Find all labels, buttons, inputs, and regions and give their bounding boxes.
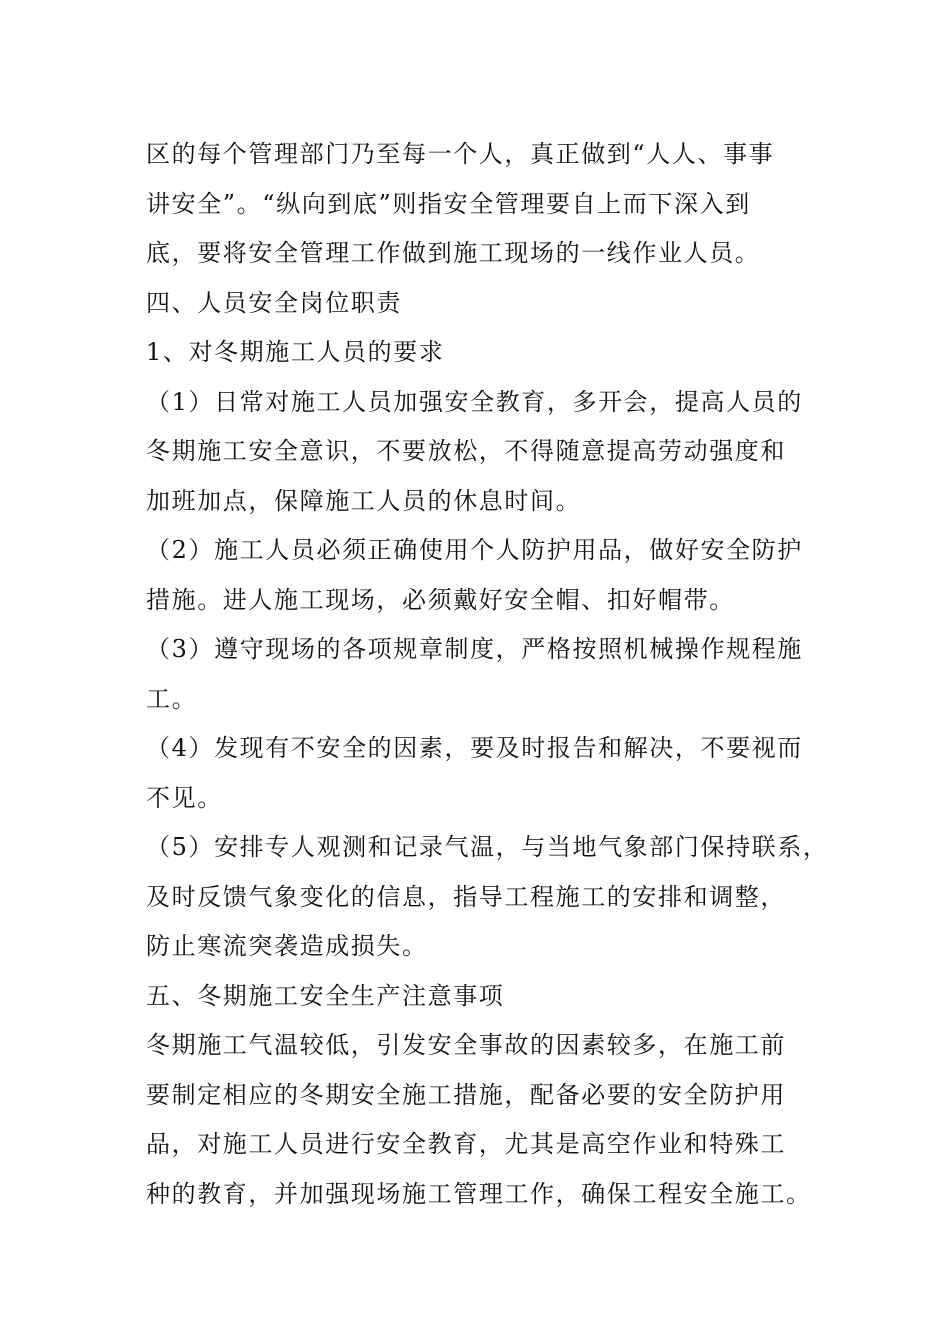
text-line: （3）遵守现场的各项规章制度，严格按照机械操作规程施 [146, 635, 803, 663]
text-line: 底，要将安全管理工作做到施工现场的一线作业人员。 [146, 239, 761, 267]
section-heading: 四、人员安全岗位职责 [146, 288, 402, 317]
section-heading: 五、冬期施工安全生产注意事项 [146, 981, 505, 1010]
text-line: 及时反馈气象变化的信息，指导工程施工的安排和调整， [146, 882, 786, 911]
text-line: 冬期施工气温较低，引发安全事故的因素较多，在施工前 [146, 1031, 786, 1059]
text-line: （2）施工人员必须正确使用个人防护用品，做好安全防护 [146, 536, 803, 564]
text-line: 区的每个管理部门乃至每一个人，真正做到“人人、事事 [146, 140, 775, 168]
text-line: （1）日常对施工人员加强安全教育，多开会，提高人员的 [146, 387, 803, 416]
text-line: 要制定相应的冬期安全施工措施，配备必要的安全防护用 [146, 1080, 786, 1109]
text-line: 不见。 [146, 783, 223, 812]
text-line: 措施。进人施工现场，必须戴好安全帽、扣好帽带。 [146, 585, 735, 614]
document-body [146, 130, 846, 1219]
text-line: 讲安全”。“纵向到底”则指安全管理要自上而下深入到 [146, 189, 751, 218]
text-line: 防止寒流突袭造成损失。 [146, 932, 428, 960]
text-line: 加班加点，保障施工人员的休息时间。 [146, 486, 582, 515]
text-line: 种的教育，并加强现场施工管理工作，确保工程安全施工。 [146, 1179, 812, 1208]
text-line: 品，对施工人员进行安全教育，尤其是高空作业和特殊工 [146, 1130, 786, 1158]
text-line: （5）安排专人观测和记录气温，与当地气象部门保持联系， [146, 833, 829, 861]
subsection-heading: 1、对冬期施工人员的要求 [146, 338, 445, 366]
text-line: 冬期施工安全意识，不要放松，不得随意提高劳动强度和 [146, 437, 786, 465]
text-line: （4）发现有不安全的因素，要及时报告和解决，不要视而 [146, 734, 803, 762]
text-line: 工。 [146, 684, 198, 713]
